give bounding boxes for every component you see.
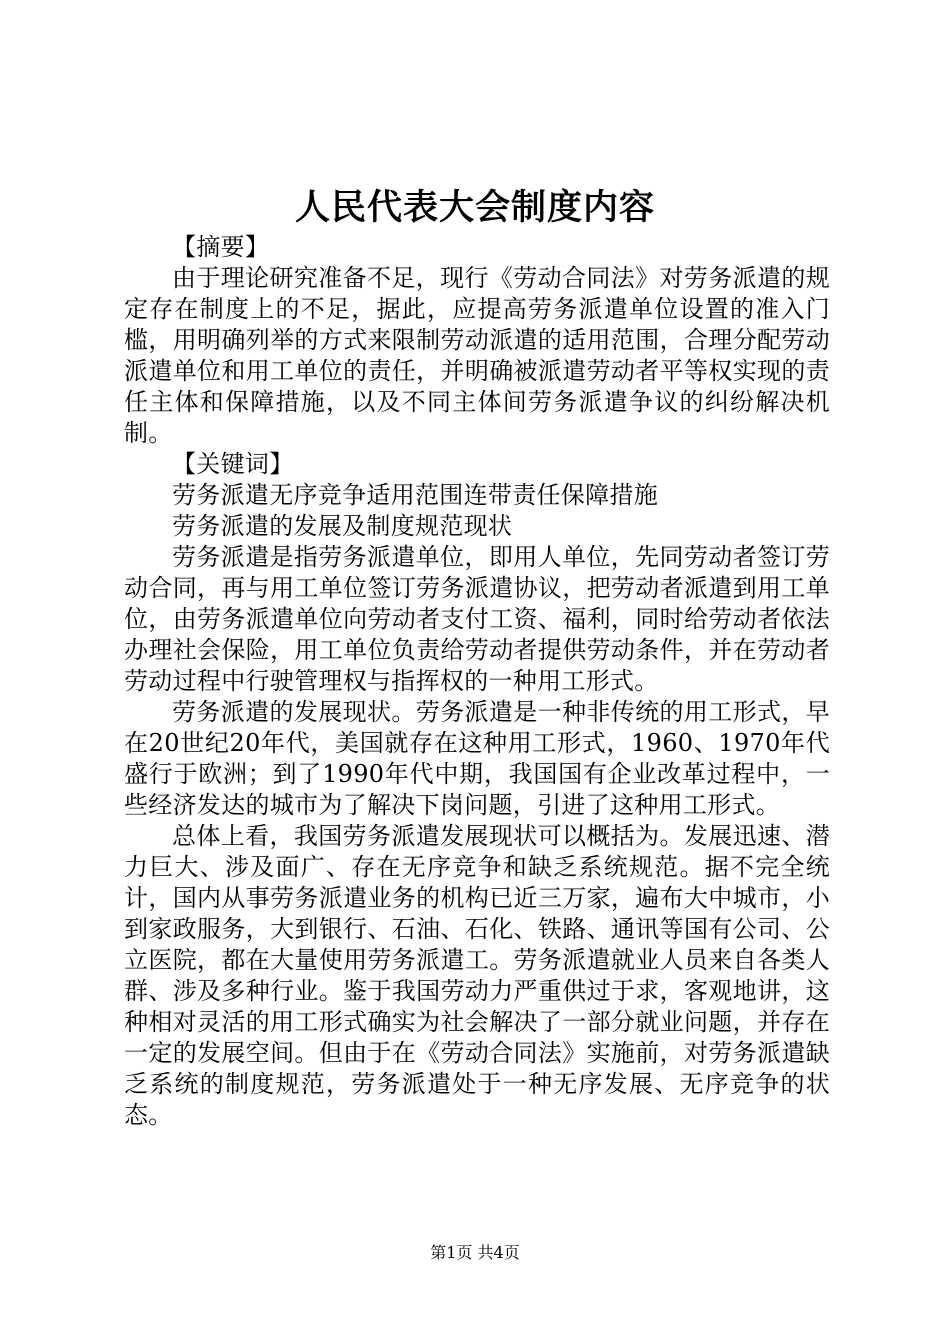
body-paragraph: 劳务派遣的发展现状。劳务派遣是一种非传统的用工形式，早在20世纪20年代，美国就存在这种用工形式，1960、1970年代盛行于欧洲；到了1990年代中期，我国国有企业改革过程中，一些经济发达的城市为了解决下岗问题，引进了这种用工形式。: [124, 698, 830, 819]
abstract-paragraph: 由于理论研究准备不足，现行《劳动合同法》对劳务派遣的规定存在制度上的不足，据此，应提高劳务派遣单位设置的准入门槛，用明确列举的方式来限制劳动派遣的适用范围，合理分配劳动派遣单位和用工单位的责任，并明确被派遣劳动者平等权实现的责任主体和保障措施，以及不同主体间劳务派遣争议的纠纷解决机制。: [124, 264, 830, 447]
keywords-paragraph: 劳务派遣无序竞争适用范围连带责任保障措施: [172, 481, 658, 509]
section-heading: 劳务派遣的发展及制度规范现状: [172, 512, 513, 540]
page-footer: 第1页 共4页: [430, 1243, 520, 1262]
abstract-heading: 【摘要】: [172, 233, 270, 261]
body-paragraph: 总体上看，我国劳务派遣发展现状可以概括为。发展迅速、潜力巨大、涉及面广、存在无序竞争和缺乏系统规范。据不完全统计，国内从事劳务派遣业务的机构已近三万家，遍布大中城市，小到家政服务，大到银行、石油、石化、铁路、通讯等国有公司、公立医院，都在大量使用劳务派遣工。劳务派遣就业人员来自各类人群、涉及多种行业。鉴于我国劳动力严重供过于求，客观地讲，这种相对灵活的用工形式确实为社会解决了一部分就业问题，并存在一定的发展空间。但由于在《劳动合同法》实施前，对劳务派遣缺乏系统的制度规范，劳务派遣处于一种无序发展、无序竞争的状态。: [124, 822, 830, 1129]
page-title: 人民代表大会制度内容: [294, 187, 655, 228]
keywords-heading: 【关键词】: [172, 450, 294, 478]
body-paragraph: 劳务派遣是指劳务派遣单位，即用人单位，先同劳动者签订劳动合同，再与用工单位签订劳务派遣协议，把劳动者派遣到用工单位，由劳务派遣单位向劳动者支付工资、福利，同时给劳动者依法办理社会保险，用工单位负责给劳动者提供劳动条件，并在劳动者劳动过程中行驶管理权与指挥权的一种用工形式。: [124, 543, 830, 695]
document-body: [124, 232, 830, 1131]
